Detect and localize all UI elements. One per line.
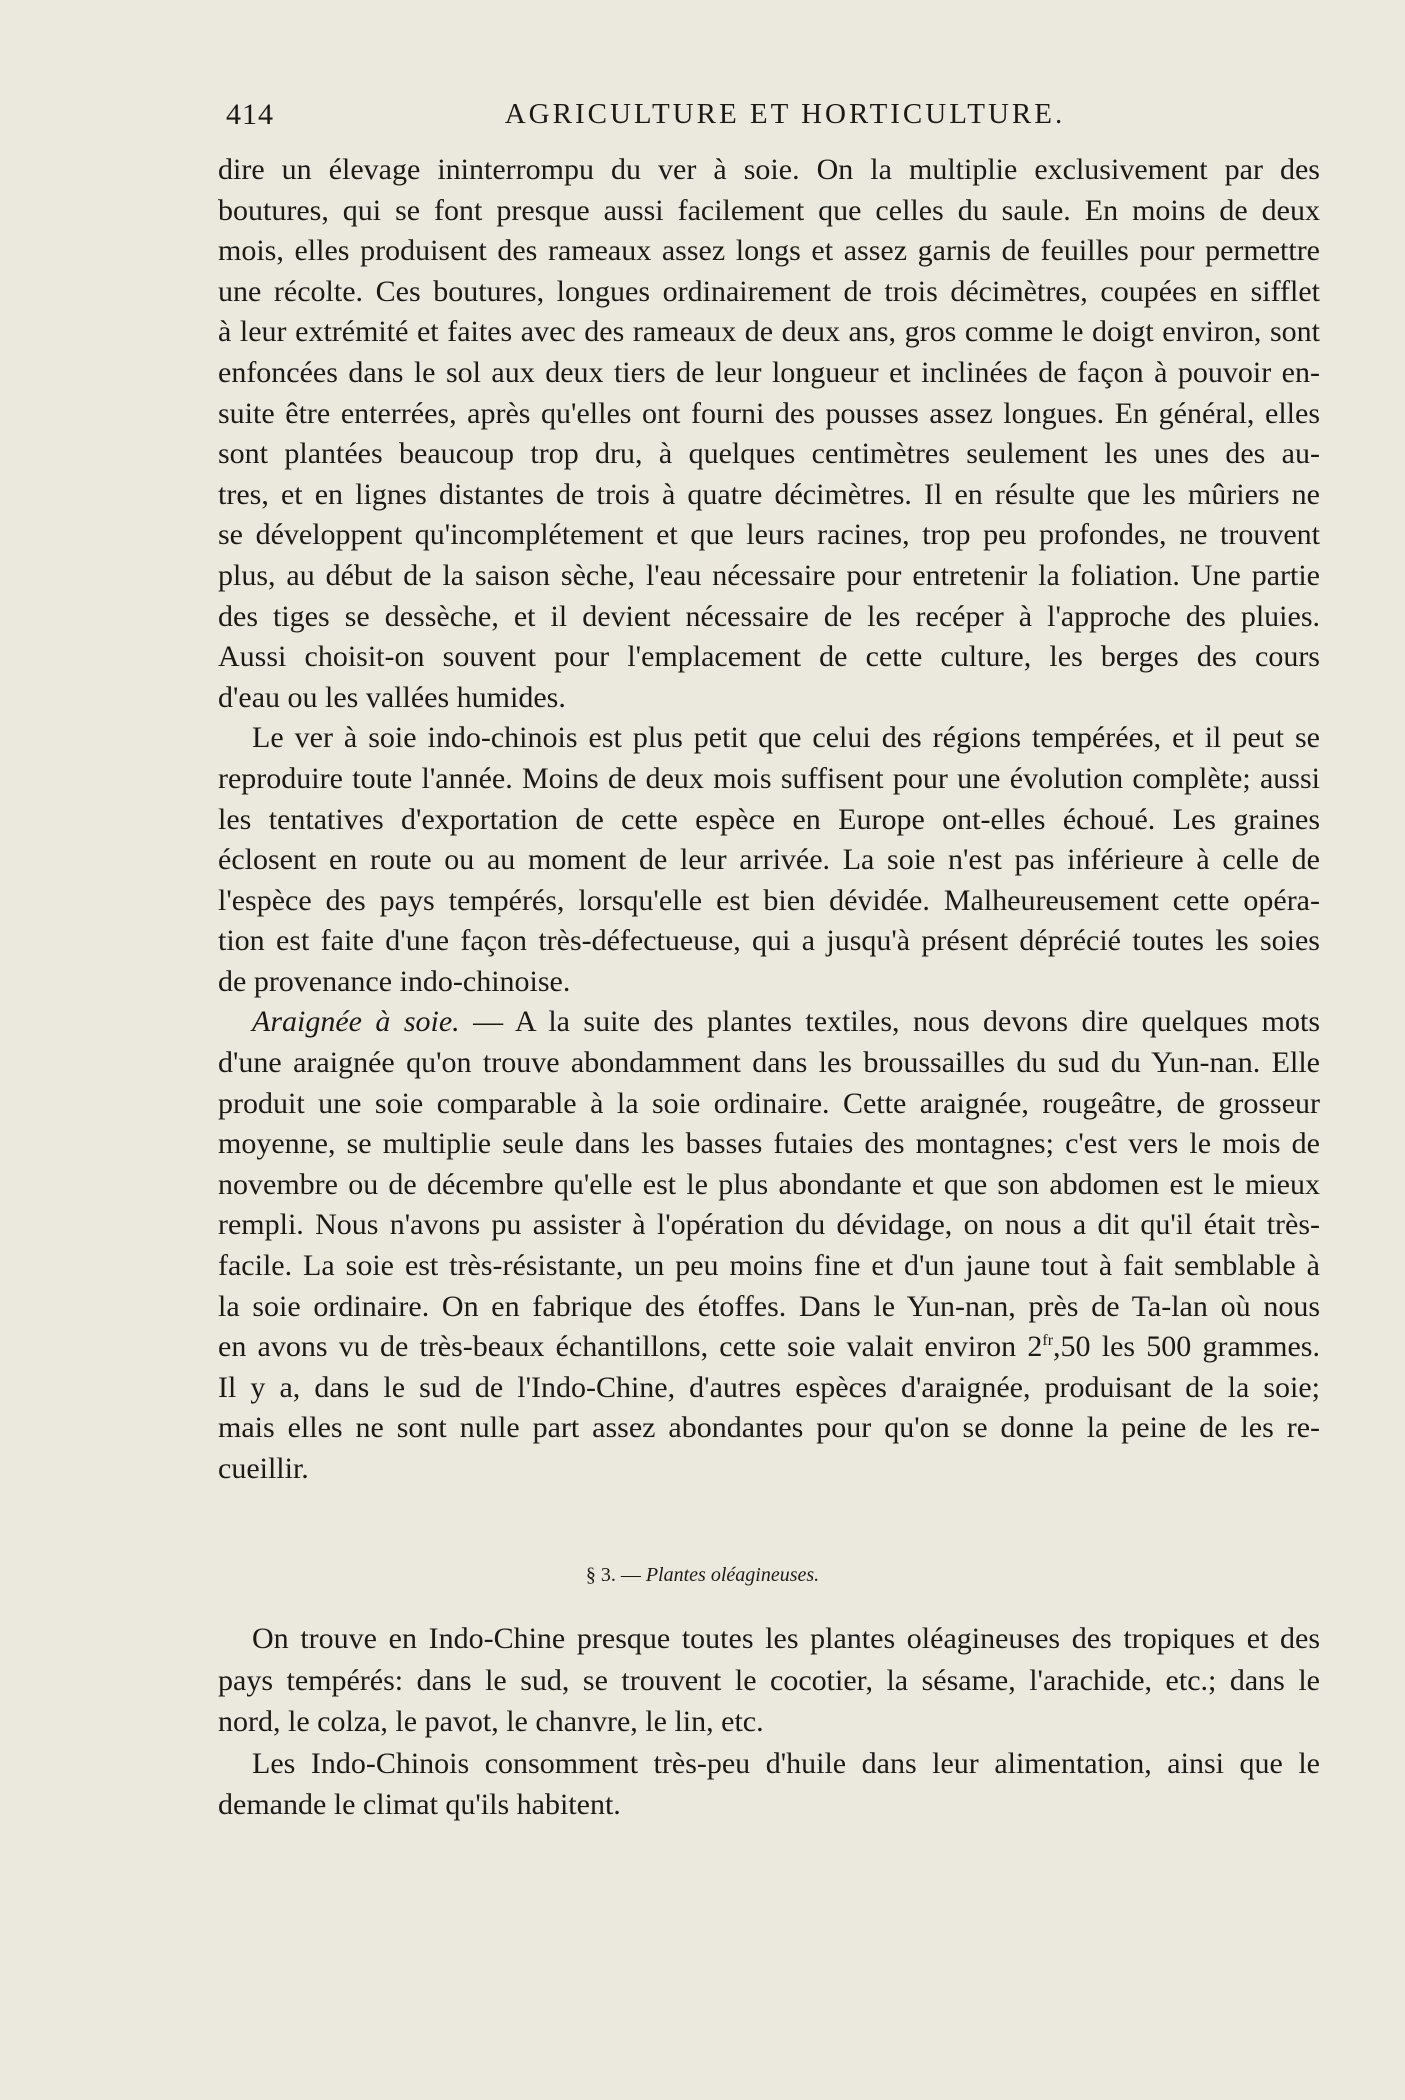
text-line: rempli. Nous n'avons pu assister à l'opération du dévidage, on nous a dit qu'il était très-	[218, 1208, 1320, 1242]
text-line: Il y a, dans le sud de l'Indo-Chine, d'autres espèces d'araignée, produisant de la soie;	[218, 1370, 1320, 1404]
text-line: mois, elles produisent des rameaux assez longs et assez garnis de feuilles pour permettre	[218, 234, 1320, 268]
text-line: d'eau ou les vallées humides.	[218, 680, 566, 714]
text-line: Les Indo-Chinois consomment très-peu d'huile dans leur alimentation, ainsi que le	[252, 1746, 1320, 1780]
text-line: l'espèce des pays tempérés, lorsqu'elle est bien dévidée. Malheureusement cette opéra-	[218, 883, 1320, 917]
subsection-lead: Araignée à soie.	[252, 1005, 460, 1039]
text-line: facile. La soie est très-résistante, un peu moins fine et d'un jaune tout à fait semblable à	[218, 1249, 1320, 1283]
text-line: la soie ordinaire. On en fabrique des étoffes. Dans le Yun-nan, près de Ta-lan où nous	[218, 1289, 1320, 1323]
running-title: AGRICULTURE ET HORTICULTURE.	[504, 98, 1066, 130]
text-line: Aussi choisit-on souvent pour l'emplacement de cette culture, les berges des cours	[218, 640, 1320, 674]
text-line: d'une araignée qu'on trouve abondamment dans les broussailles du sud du Yun-nan. Elle	[218, 1046, 1320, 1080]
superscript: fr	[1042, 1332, 1054, 1350]
text-line: à leur extrémité et faites avec des rameaux de deux ans, gros comme le doigt environ, sont	[218, 315, 1320, 349]
text-line-rest: — A la suite des plantes textiles, nous devons dire quelques mots	[459, 1005, 1320, 1039]
text-line: demande le climat qu'ils habitent.	[218, 1788, 621, 1821]
text-line: tres, et en lignes distantes de trois à quatre décimètres. Il en résulte que les mûriers ne	[218, 477, 1320, 511]
text-line: de provenance indo-chinoise.	[218, 964, 571, 998]
text-line: nord, le colza, le pavot, le chanvre, le lin, etc.	[218, 1705, 764, 1738]
text-segment: en avons vu de très-beaux échantillons, cette soie valait environ 2	[218, 1330, 1043, 1364]
text-line: Le ver à soie indo-chinois est plus petit que celui des régions tempérées, et il peut se	[252, 721, 1320, 755]
text-line: enfoncées dans le sol aux deux tiers de leur longueur et inclinées de façon à pouvoir en-	[218, 355, 1320, 389]
text-line: suite être enterrées, après qu'elles ont fourni des pousses assez longues. En général, elles	[218, 396, 1320, 430]
section-title: Plantes oléagineuses.	[645, 1564, 820, 1586]
paragraph	[218, 718, 1320, 1002]
section-number: § 3. —	[585, 1564, 641, 1586]
paragraph	[218, 1618, 1320, 1743]
text-line: plus, au début de la saison sèche, l'eau nécessaire pour entretenir la foliation. Une partie	[218, 558, 1320, 592]
text-line	[218, 1327, 1320, 1368]
text-segment: ,50 les 500 grammes.	[1053, 1330, 1320, 1364]
page-number: 414	[226, 98, 274, 131]
text-line: moyenne, se multiplie seule dans les basses futaies des montagnes; c'est vers le mois de	[218, 1127, 1320, 1161]
section-heading	[0, 1564, 1405, 1587]
text-line: mais elles ne sont nulle part assez abondantes pour qu'on se donne la peine de les re-	[218, 1411, 1320, 1445]
text-line: produit une soie comparable à la soie ordinaire. Cette araignée, rougeâtre, de grosseur	[218, 1086, 1320, 1120]
text-line: des tiges se dessèche, et il devient nécessaire de les recéper à l'approche des pluies.	[218, 599, 1320, 633]
text-line: pays tempérés: dans le sud, se trouvent le cocotier, la sésame, l'arachide, etc.; dans le	[218, 1663, 1320, 1697]
text-line: On trouve en Indo-Chine presque toutes les plantes oléagineuses des tropiques et des	[252, 1622, 1320, 1655]
paragraph	[218, 1002, 1320, 1489]
text-line: une récolte. Ces boutures, longues ordinairement de trois décimètres, coupées en sifflet	[218, 274, 1320, 308]
text-line: novembre ou de décembre qu'elle est le plus abondante et que son abdomen est le mieux	[218, 1167, 1320, 1201]
text-line: reproduire toute l'année. Moins de deux mois suffisent pour une évolution complète; aussi	[218, 761, 1320, 795]
body-text-block	[218, 150, 1320, 1490]
text-line: éclosent en route ou au moment de leur arrivée. La soie n'est pas inférieure à celle de	[218, 843, 1320, 877]
body-text-block	[218, 1618, 1320, 1826]
text-line: boutures, qui se font presque aussi facilement que celles du saule. En moins de deux	[218, 193, 1320, 227]
paragraph	[218, 1743, 1320, 1826]
text-line: sont plantées beaucoup trop dru, à quelques centimètres seulement les unes des au-	[218, 437, 1320, 471]
text-line: dire un élevage ininterrompu du ver à soie. On la multiplie exclusivement par des	[218, 153, 1320, 186]
text-line: se développent qu'incomplétement et que leurs racines, trop peu profondes, ne trouvent	[218, 518, 1320, 552]
text-line: cueillir.	[218, 1452, 309, 1485]
text-line: les tentatives d'exportation de cette espèce en Europe ont-elles échoué. Les graines	[218, 802, 1320, 836]
paragraph	[218, 150, 1320, 718]
text-line: tion est faite d'une façon très-défectueuse, qui a jusqu'à présent déprécié toutes les soies	[218, 924, 1320, 958]
text-line	[218, 1002, 1320, 1043]
